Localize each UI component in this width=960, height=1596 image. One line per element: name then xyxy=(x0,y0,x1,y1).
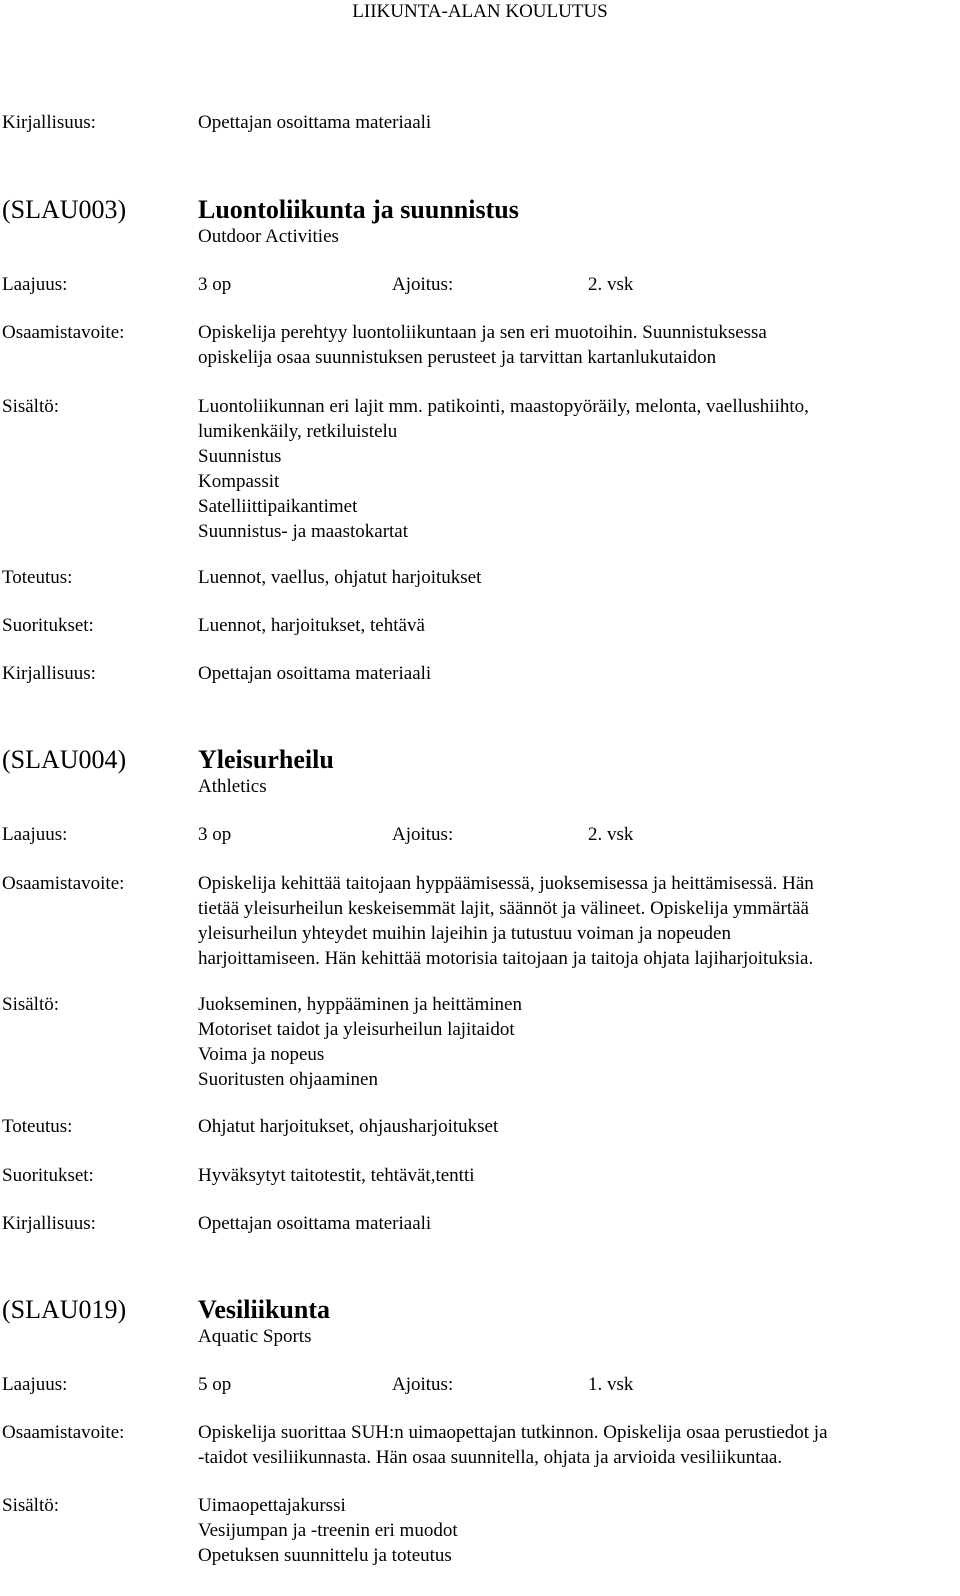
text-line: Suunnistus xyxy=(198,446,282,467)
course-subtitle: Outdoor Activities xyxy=(198,226,339,247)
text-line: Vesijumpan ja -treenin eri muodot xyxy=(198,1520,458,1541)
course-title: Yleisurheilu xyxy=(198,745,334,774)
text-line: Uimaopettajakurssi xyxy=(198,1495,346,1516)
text-line: tietää yleisurheilun keskeisemmät lajit, säännöt ja välineet. Opiskelija ymmärtää xyxy=(198,898,809,919)
course-title: Vesiliikunta xyxy=(198,1295,330,1324)
toteutus-label: Toteutus: xyxy=(2,1116,73,1137)
intro-kirjallisuus-value: Opettajan osoittama materiaali xyxy=(198,112,432,133)
laajuus-value: 3 op xyxy=(198,824,232,845)
text-line: Suoritusten ohjaaminen xyxy=(198,1069,378,1090)
course-subtitle: Aquatic Sports xyxy=(198,1326,312,1347)
osaamistavoite-text xyxy=(198,871,960,971)
text-line: opiskelija osaa suunnistuksen perusteet ja tarvittan kartanlukutaidon xyxy=(198,347,717,368)
laajuus-label: Laajuus: xyxy=(2,1374,68,1395)
ajoitus-value: 2. vsk xyxy=(588,274,634,295)
suoritukset-value: Hyväksytyt taitotestit, tehtävät,tentti xyxy=(198,1165,475,1186)
text-line: Juokseminen, hyppääminen ja heittäminen xyxy=(198,994,522,1015)
kirjallisuus-value: Opettajan osoittama materiaali xyxy=(198,1213,432,1234)
ajoitus-label: Ajoitus: xyxy=(392,1374,454,1395)
text-line: Luontoliikunnan eri lajit mm. patikointi, maastopyöräily, melonta, vaellushiihto, xyxy=(198,396,809,417)
text-line: Motoriset taidot ja yleisurheilun lajitaidot xyxy=(198,1019,515,1040)
course-title: Luontoliikunta ja suunnistus xyxy=(198,195,519,224)
kirjallisuus-label: Kirjallisuus: xyxy=(2,1213,96,1234)
osaamistavoite-label: Osaamistavoite: xyxy=(2,322,125,343)
kirjallisuus-label: Kirjallisuus: xyxy=(2,663,96,684)
suoritukset-label: Suoritukset: xyxy=(2,615,94,636)
course-code: (SLAU004) xyxy=(2,745,127,774)
toteutus-value: Luennot, vaellus, ohjatut harjoitukset xyxy=(198,567,482,588)
osaamistavoite-text xyxy=(198,1420,960,1470)
osaamistavoite-label: Osaamistavoite: xyxy=(2,873,125,894)
text-line: yleisurheilun yhteydet muihin lajeihin ja tutustuu voiman ja nopeuden xyxy=(198,923,731,944)
text-line: Opiskelija perehtyy luontoliikuntaan ja sen eri muotoihin. Suunnistuksessa xyxy=(198,322,767,343)
text-line: -taidot vesiliikunnasta. Hän osaa suunnitella, ohjata ja arvioida vesiliikuntaa. xyxy=(198,1447,783,1468)
suoritukset-label: Suoritukset: xyxy=(2,1165,94,1186)
sisalto-text xyxy=(198,992,960,1092)
sisalto-label: Sisältö: xyxy=(2,1495,60,1516)
laajuus-value: 3 op xyxy=(198,274,232,295)
text-line: Satelliittipaikantimet xyxy=(198,496,358,517)
toteutus-value: Ohjatut harjoitukset, ohjausharjoitukset xyxy=(198,1116,499,1137)
text-line: Suunnistus- ja maastokartat xyxy=(198,521,409,542)
ajoitus-label: Ajoitus: xyxy=(392,274,454,295)
text-line: lumikenkäily, retkiluistelu xyxy=(198,421,398,442)
osaamistavoite-label: Osaamistavoite: xyxy=(2,1422,125,1443)
suoritukset-value: Luennot, harjoitukset, tehtävä xyxy=(198,615,425,636)
course-code: (SLAU019) xyxy=(2,1295,127,1324)
course-subtitle: Athletics xyxy=(198,776,267,797)
kirjallisuus-value: Opettajan osoittama materiaali xyxy=(198,663,432,684)
ajoitus-value: 1. vsk xyxy=(588,1374,634,1395)
osaamistavoite-text xyxy=(198,320,960,370)
sisalto-text xyxy=(198,1493,960,1568)
text-line: Opiskelija kehittää taitojaan hyppäämisessä, juoksemisessa ja heittämisessä. Hän xyxy=(198,873,814,894)
text-line: Opetuksen suunnittelu ja toteutus xyxy=(198,1545,452,1566)
text-line: Voima ja nopeus xyxy=(198,1044,325,1065)
sisalto-label: Sisältö: xyxy=(2,994,60,1015)
sisalto-text xyxy=(198,394,960,544)
sisalto-label: Sisältö: xyxy=(2,396,60,417)
laajuus-label: Laajuus: xyxy=(2,824,68,845)
text-line: Kompassit xyxy=(198,471,280,492)
laajuus-label: Laajuus: xyxy=(2,274,68,295)
ajoitus-value: 2. vsk xyxy=(588,824,634,845)
toteutus-label: Toteutus: xyxy=(2,567,73,588)
ajoitus-label: Ajoitus: xyxy=(392,824,454,845)
text-line: harjoittamiseen. Hän kehittää motorisia taitojaan ja taitoja ohjata lajiharjoituksia. xyxy=(198,948,814,969)
text-line: Opiskelija suorittaa SUH:n uimaopettajan tutkinnon. Opiskelija osaa perustiedot ja xyxy=(198,1422,828,1443)
page-header: LIIKUNTA-ALAN KOULUTUS xyxy=(352,1,608,22)
laajuus-value: 5 op xyxy=(198,1374,232,1395)
course-code: (SLAU003) xyxy=(2,195,127,224)
intro-kirjallisuus-label: Kirjallisuus: xyxy=(2,112,96,133)
